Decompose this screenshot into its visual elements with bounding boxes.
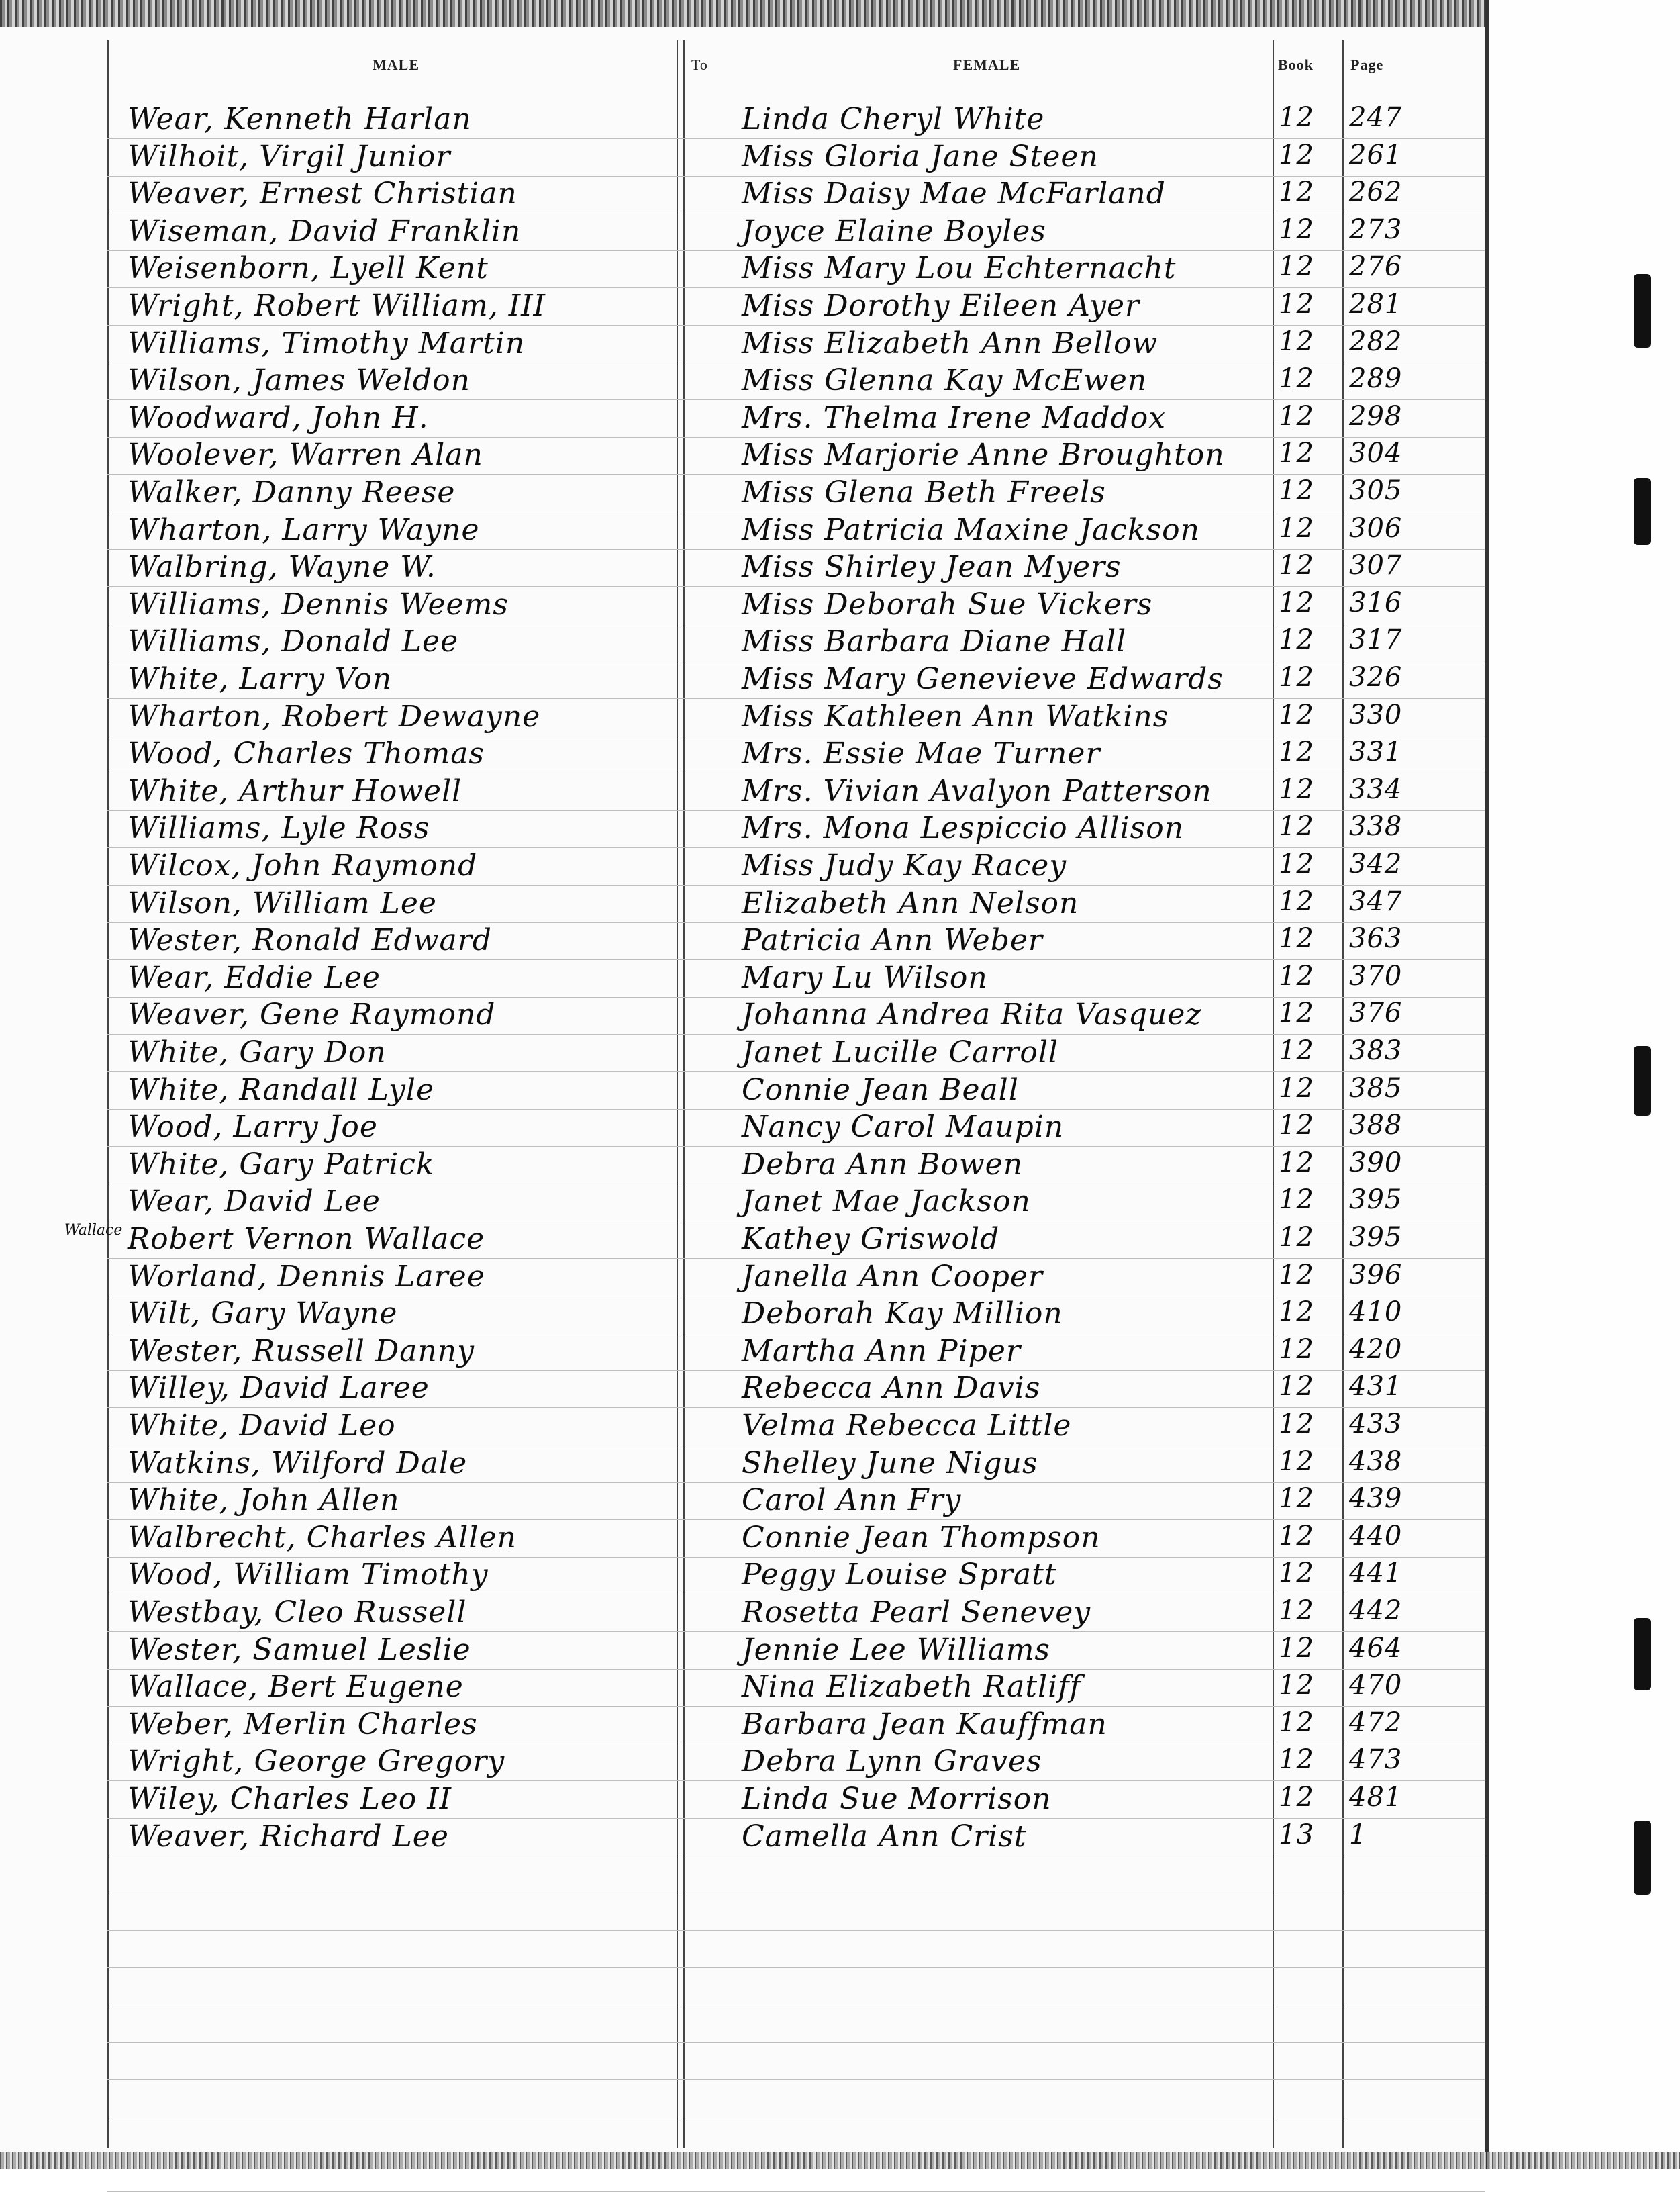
register-entry — [0, 661, 1485, 698]
page-number: 440 — [1349, 1521, 1403, 1552]
bride-name: Deborah Kay Million — [742, 1296, 1063, 1331]
bride-name: Janet Mae Jackson — [742, 1184, 1031, 1219]
page-number: 304 — [1349, 438, 1403, 469]
book-number: 12 — [1279, 998, 1314, 1029]
book-number: 12 — [1279, 587, 1314, 618]
groom-name: Worland, Dennis Laree — [128, 1259, 485, 1294]
page-number: 390 — [1349, 1147, 1403, 1178]
register-entry — [0, 1482, 1485, 1519]
page-number: 388 — [1349, 1110, 1403, 1141]
book-number: 12 — [1279, 214, 1314, 245]
register-entry — [0, 1333, 1485, 1370]
book-number: 12 — [1279, 961, 1314, 992]
groom-name: Woodward, John H. — [128, 401, 429, 435]
book-number: 12 — [1279, 774, 1314, 805]
bride-name: Barbara Jean Kauffman — [742, 1707, 1107, 1742]
bride-name: Janella Ann Cooper — [742, 1259, 1043, 1294]
page-number: 342 — [1349, 849, 1403, 879]
page-number: 298 — [1349, 401, 1403, 432]
book-number: 12 — [1279, 1483, 1314, 1514]
bride-name: Mrs. Essie Mae Turner — [742, 736, 1101, 771]
book-number: 12 — [1279, 1371, 1314, 1402]
bride-name: Miss Dorothy Eileen Ayer — [742, 289, 1140, 323]
bride-name: Debra Ann Bowen — [742, 1147, 1024, 1182]
book-number: 12 — [1279, 1110, 1314, 1141]
page-number: 306 — [1349, 513, 1403, 544]
groom-name: Wear, Eddie Lee — [128, 961, 381, 995]
book-number: 12 — [1279, 513, 1314, 544]
binder-mark — [1634, 274, 1651, 348]
register-entry — [0, 1818, 1485, 1856]
register-entry — [0, 1668, 1485, 1706]
register-entry — [0, 399, 1485, 437]
groom-name: Wharton, Robert Dewayne — [128, 700, 541, 734]
binder-mark — [1634, 478, 1651, 545]
bride-name: Janet Lucille Carroll — [742, 1035, 1058, 1069]
page-number: 472 — [1349, 1707, 1403, 1738]
book-number: 12 — [1279, 1595, 1314, 1626]
page-number: 376 — [1349, 998, 1403, 1029]
register-entry — [0, 1108, 1485, 1146]
bride-name: Miss Marjorie Anne Broughton — [742, 438, 1225, 472]
page-number: 331 — [1349, 736, 1403, 767]
page-number: 282 — [1349, 326, 1403, 357]
bride-name: Miss Daisy Mae McFarland — [742, 177, 1166, 211]
groom-name: Westbay, Cleo Russell — [128, 1595, 467, 1629]
page-number: 395 — [1349, 1222, 1403, 1253]
bride-name: Miss Patricia Maxine Jackson — [742, 513, 1200, 547]
groom-name: Wood, William Timothy — [128, 1558, 489, 1592]
bride-name: Mrs. Mona Lespiccio Allison — [742, 811, 1185, 845]
header-to: To — [691, 56, 708, 73]
page-number: 473 — [1349, 1744, 1403, 1775]
page-number: 383 — [1349, 1035, 1403, 1066]
register-entry — [0, 175, 1485, 213]
page-number: 370 — [1349, 961, 1403, 992]
groom-name: Wiley, Charles Leo II — [128, 1782, 452, 1816]
page-number: 316 — [1349, 587, 1403, 618]
bride-name: Camella Ann Crist — [742, 1819, 1027, 1854]
register-entry — [0, 773, 1485, 810]
groom-name: Walbring, Wayne W. — [128, 550, 436, 584]
page-number: 433 — [1349, 1409, 1403, 1439]
page-number: 247 — [1349, 102, 1403, 133]
register-entry — [0, 436, 1485, 474]
bride-name: Rebecca Ann Davis — [742, 1371, 1041, 1405]
register-entry — [0, 1594, 1485, 1631]
groom-name: Wright, George Gregory — [128, 1744, 505, 1778]
groom-name: White, Arthur Howell — [128, 774, 462, 808]
book-number: 12 — [1279, 438, 1314, 469]
groom-name: White, Gary Don — [128, 1035, 387, 1069]
groom-name: White, John Allen — [128, 1483, 400, 1517]
bride-name: Rosetta Pearl Senevey — [742, 1595, 1091, 1629]
page-number: 396 — [1349, 1259, 1403, 1290]
binder-mark — [1634, 1821, 1651, 1895]
groom-name: Wilson, William Lee — [128, 886, 437, 920]
groom-name: Wallace, Bert Eugene — [128, 1670, 464, 1704]
register-entry — [0, 1706, 1485, 1744]
bride-name: Miss Glenna Kay McEwen — [742, 363, 1148, 397]
page-number: 441 — [1349, 1558, 1403, 1588]
book-number: 12 — [1279, 1409, 1314, 1439]
register-entry — [0, 1445, 1485, 1482]
book-number: 12 — [1279, 662, 1314, 693]
book-number: 12 — [1279, 1259, 1314, 1290]
groom-name: Weaver, Ernest Christian — [128, 177, 517, 211]
register-entry — [0, 1295, 1485, 1333]
ruled-line — [107, 2042, 1485, 2043]
groom-name: White, Larry Von — [128, 662, 393, 696]
book-number: 12 — [1279, 1633, 1314, 1664]
register-entry — [0, 138, 1485, 176]
book-number: 12 — [1279, 1782, 1314, 1813]
bride-name: Miss Barbara Diane Hall — [742, 624, 1127, 659]
bride-name: Peggy Louise Spratt — [742, 1558, 1057, 1592]
groom-name: Watkins, Wilford Dale — [128, 1446, 468, 1480]
binder-mark — [1634, 1046, 1651, 1116]
ruled-line — [107, 1930, 1485, 1931]
page-number: 317 — [1349, 624, 1403, 655]
book-number: 12 — [1279, 251, 1314, 282]
page-number: 385 — [1349, 1073, 1403, 1104]
groom-name: Wester, Russell Danny — [128, 1334, 475, 1368]
margin-note: Wallace — [64, 1222, 123, 1239]
register-entry — [0, 1780, 1485, 1818]
groom-name: Robert Vernon Wallace — [128, 1222, 485, 1256]
bride-name: Velma Rebecca Little — [742, 1409, 1072, 1443]
bride-name: Miss Mary Lou Echternacht — [742, 251, 1177, 285]
register-entry — [0, 1631, 1485, 1669]
register-entry — [0, 250, 1485, 287]
register-entry — [0, 1519, 1485, 1557]
groom-name: Walbrecht, Charles Allen — [128, 1521, 517, 1555]
book-number: 12 — [1279, 1670, 1314, 1701]
book-number: 12 — [1279, 1334, 1314, 1365]
bride-name: Miss Elizabeth Ann Bellow — [742, 326, 1158, 361]
bride-name: Miss Judy Kay Racey — [742, 849, 1067, 883]
book-number: 12 — [1279, 1296, 1314, 1327]
book-number: 12 — [1279, 1707, 1314, 1738]
book-number: 12 — [1279, 1521, 1314, 1552]
page-number: 338 — [1349, 811, 1403, 842]
groom-name: Weisenborn, Lyell Kent — [128, 251, 489, 285]
book-number: 12 — [1279, 923, 1314, 954]
page-number: 273 — [1349, 214, 1403, 245]
binder-mark — [1634, 1618, 1651, 1690]
groom-name: Willey, David Laree — [128, 1371, 430, 1405]
bride-name: Connie Jean Beall — [742, 1073, 1019, 1107]
book-number: 12 — [1279, 849, 1314, 879]
page-number: 326 — [1349, 662, 1403, 693]
page-number: 363 — [1349, 923, 1403, 954]
groom-name: Weaver, Gene Raymond — [128, 998, 496, 1032]
groom-name: Weaver, Richard Lee — [128, 1819, 449, 1854]
register-entry — [0, 1258, 1485, 1296]
register-entry — [0, 959, 1485, 997]
header-female: FEMALE — [953, 56, 1021, 73]
bride-name: Johanna Andrea Rita Vasquez — [742, 998, 1202, 1032]
register-entry — [0, 1221, 1485, 1258]
groom-name: Wear, David Lee — [128, 1184, 381, 1219]
page-number: 410 — [1349, 1296, 1403, 1327]
register-entry — [0, 549, 1485, 586]
groom-name: Wilcox, John Raymond — [128, 849, 478, 883]
book-number: 12 — [1279, 1222, 1314, 1253]
page-number: 334 — [1349, 774, 1403, 805]
groom-name: Wester, Samuel Leslie — [128, 1633, 471, 1667]
bride-name: Mary Lu Wilson — [742, 961, 988, 995]
book-number: 12 — [1279, 1147, 1314, 1178]
register-entry — [0, 735, 1485, 773]
page-number: 276 — [1349, 251, 1403, 282]
register-entry — [0, 847, 1485, 885]
book-number: 12 — [1279, 811, 1314, 842]
groom-name: Woolever, Warren Alan — [128, 438, 483, 472]
book-number: 12 — [1279, 1184, 1314, 1215]
groom-name: Wilson, James Weldon — [128, 363, 471, 397]
groom-name: Williams, Dennis Weems — [128, 587, 509, 622]
book-number: 12 — [1279, 363, 1314, 394]
book-number: 12 — [1279, 1744, 1314, 1775]
bride-name: Carol Ann Fry — [742, 1483, 962, 1517]
book-number: 12 — [1279, 886, 1314, 917]
book-number: 12 — [1279, 401, 1314, 432]
bride-name: Martha Ann Piper — [742, 1334, 1021, 1368]
bride-name: Connie Jean Thompson — [742, 1521, 1101, 1555]
groom-name: Wear, Kenneth Harlan — [128, 102, 472, 136]
register-entry — [0, 698, 1485, 736]
book-number: 12 — [1279, 177, 1314, 207]
groom-name: Williams, Donald Lee — [128, 624, 459, 659]
bride-name: Miss Kathleen Ann Watkins — [742, 700, 1169, 734]
book-number: 12 — [1279, 289, 1314, 320]
page-number: 464 — [1349, 1633, 1403, 1664]
register-entry — [0, 885, 1485, 922]
book-number: 12 — [1279, 1558, 1314, 1588]
register-entry — [0, 1370, 1485, 1407]
register-entry — [0, 1743, 1485, 1780]
bride-name: Linda Sue Morrison — [742, 1782, 1052, 1816]
register-entry — [0, 362, 1485, 399]
register-entry — [0, 101, 1485, 138]
groom-name: White, Gary Patrick — [128, 1147, 435, 1182]
register-entry — [0, 512, 1485, 549]
book-number: 12 — [1279, 1073, 1314, 1104]
scan-edge-bottom — [0, 2152, 1680, 2169]
page-number: 1 — [1349, 1819, 1367, 1850]
bride-name: Miss Deborah Sue Vickers — [742, 587, 1153, 622]
book-number: 12 — [1279, 624, 1314, 655]
groom-name: Wester, Ronald Edward — [128, 923, 492, 957]
bride-name: Debra Lynn Graves — [742, 1744, 1042, 1778]
page-number: 261 — [1349, 140, 1403, 171]
bride-name: Kathey Griswold — [742, 1222, 1000, 1256]
book-number: 12 — [1279, 326, 1314, 357]
page-number: 431 — [1349, 1371, 1403, 1402]
page-number: 420 — [1349, 1334, 1403, 1365]
bride-name: Shelley June Nigus — [742, 1446, 1038, 1480]
scan-edge-top — [0, 0, 1680, 27]
bride-name: Linda Cheryl White — [742, 102, 1045, 136]
register-entry — [0, 213, 1485, 250]
register-entry — [0, 1071, 1485, 1109]
register-entry — [0, 623, 1485, 661]
groom-name: Williams, Timothy Martin — [128, 326, 526, 361]
bride-name: Miss Gloria Jane Steen — [742, 140, 1099, 174]
bride-name: Joyce Elaine Boyles — [742, 214, 1046, 248]
book-number: 12 — [1279, 1446, 1314, 1477]
page-number: 481 — [1349, 1782, 1403, 1813]
groom-name: Wharton, Larry Wayne — [128, 513, 480, 547]
register-entry — [0, 287, 1485, 325]
book-number: 12 — [1279, 475, 1314, 506]
page-number: 395 — [1349, 1184, 1403, 1215]
bride-name: Nina Elizabeth Ratliff — [742, 1670, 1081, 1704]
bride-name: Mrs. Vivian Avalyon Patterson — [742, 774, 1212, 808]
groom-name: White, David Leo — [128, 1409, 396, 1443]
page-number: 307 — [1349, 550, 1403, 581]
bride-name: Miss Shirley Jean Myers — [742, 550, 1122, 584]
register-entry — [0, 996, 1485, 1034]
groom-name: Wilhoit, Virgil Junior — [128, 140, 451, 174]
register-entry — [0, 586, 1485, 624]
bride-name: Mrs. Thelma Irene Maddox — [742, 401, 1167, 435]
groom-name: Weber, Merlin Charles — [128, 1707, 478, 1742]
register-entry — [0, 1556, 1485, 1594]
bride-name: Nancy Carol Maupin — [742, 1110, 1065, 1144]
header-book: Book — [1278, 56, 1314, 73]
page-number: 442 — [1349, 1595, 1403, 1626]
bride-name: Elizabeth Ann Nelson — [742, 886, 1079, 920]
register-entry — [0, 1146, 1485, 1184]
page-number: 281 — [1349, 289, 1403, 320]
book-number: 12 — [1279, 736, 1314, 767]
register-entry — [0, 922, 1485, 959]
book-number: 12 — [1279, 102, 1314, 133]
ruled-line — [107, 1967, 1485, 1968]
register-entry — [0, 1034, 1485, 1071]
page-number: 347 — [1349, 886, 1403, 917]
register-entry — [0, 1407, 1485, 1445]
page-number: 470 — [1349, 1670, 1403, 1701]
page-number: 305 — [1349, 475, 1403, 506]
groom-name: White, Randall Lyle — [128, 1073, 434, 1107]
groom-name: Wiseman, David Franklin — [128, 214, 522, 248]
header-male: MALE — [373, 56, 419, 73]
groom-name: Wilt, Gary Wayne — [128, 1296, 398, 1331]
page-number: 438 — [1349, 1446, 1403, 1477]
bride-name: Miss Glena Beth Freels — [742, 475, 1106, 510]
register-entry — [0, 325, 1485, 363]
register-entry — [0, 810, 1485, 847]
groom-name: Wood, Larry Joe — [128, 1110, 378, 1144]
register-entry — [0, 474, 1485, 512]
book-number: 12 — [1279, 140, 1314, 171]
groom-name: Williams, Lyle Ross — [128, 811, 430, 845]
bride-name: Patricia Ann Weber — [742, 923, 1043, 957]
groom-name: Wright, Robert William, III — [128, 289, 546, 323]
book-number: 12 — [1279, 700, 1314, 730]
page-number: 330 — [1349, 700, 1403, 730]
bride-name: Miss Mary Genevieve Edwards — [742, 662, 1224, 696]
book-number: 12 — [1279, 550, 1314, 581]
page-number: 439 — [1349, 1483, 1403, 1514]
page-number: 262 — [1349, 177, 1403, 207]
bride-name: Jennie Lee Williams — [742, 1633, 1051, 1667]
groom-name: Walker, Danny Reese — [128, 475, 456, 510]
page-number: 289 — [1349, 363, 1403, 394]
header-page: Page — [1350, 56, 1384, 73]
book-number: 12 — [1279, 1035, 1314, 1066]
groom-name: Wood, Charles Thomas — [128, 736, 485, 771]
register-entry — [0, 1183, 1485, 1221]
ruled-line — [107, 2079, 1485, 2080]
page-edge-right — [1485, 0, 1489, 2169]
book-number: 13 — [1279, 1819, 1314, 1850]
